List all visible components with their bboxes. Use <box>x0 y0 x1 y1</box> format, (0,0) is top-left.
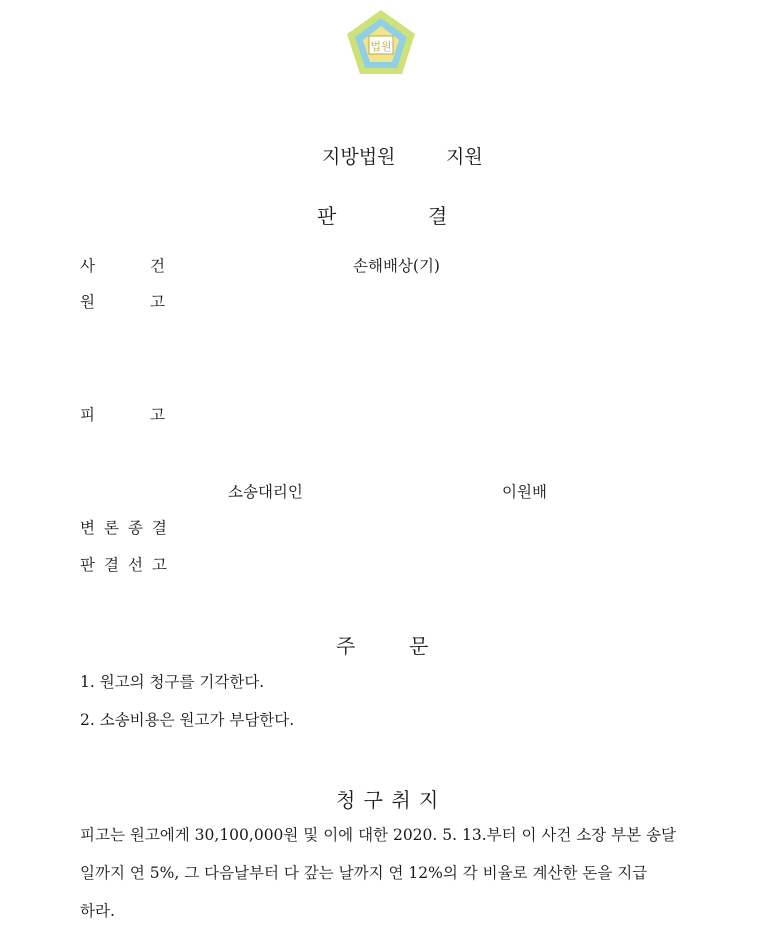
verdict-label: 판결선고 <box>80 556 176 574</box>
attorney-label: 소송대리인 <box>228 483 303 501</box>
case-label-2: 건 <box>150 257 165 275</box>
ruling-heading-char-2: 문 <box>409 634 429 658</box>
ruling-heading-char-1: 주 <box>336 634 356 658</box>
defendant-label-2: 고 <box>150 406 165 424</box>
plaintiff-label-1: 원 <box>80 293 95 311</box>
ruling-item: 1. 원고의 청구를 기각한다. <box>80 673 265 691</box>
closing-label: 변론종결 <box>80 519 176 537</box>
doc-title-char-2: 결 <box>428 204 448 228</box>
case-value: 손해배상(기) <box>353 257 440 275</box>
doc-title-char-1: 판 <box>317 204 337 228</box>
court-name: 지방법원 <box>322 146 396 168</box>
ruling-item: 2. 소송비용은 원고가 부담한다. <box>80 711 295 729</box>
plaintiff-label-2: 고 <box>150 293 165 311</box>
case-label-1: 사 <box>80 257 95 275</box>
court-branch: 지원 <box>446 146 483 168</box>
claim-heading: 청 구 취 지 <box>336 788 440 812</box>
emblem-text: 법원 <box>370 40 392 53</box>
defendant-label-1: 피 <box>80 406 95 424</box>
court-emblem-icon <box>345 8 417 76</box>
claim-text-line: 하라. <box>80 902 115 920</box>
attorney-name: 이원배 <box>502 483 547 501</box>
claim-text-line: 피고는 원고에게 30,100,000원 및 이에 대한 2020. 5. 13.부터 이 사건 소장 부본 송달 <box>80 826 676 844</box>
claim-text-line: 일까지 연 5%, 그 다음날부터 다 갚는 날까지 연 12%의 각 비율로 계산한 돈을 지급 <box>80 864 648 882</box>
